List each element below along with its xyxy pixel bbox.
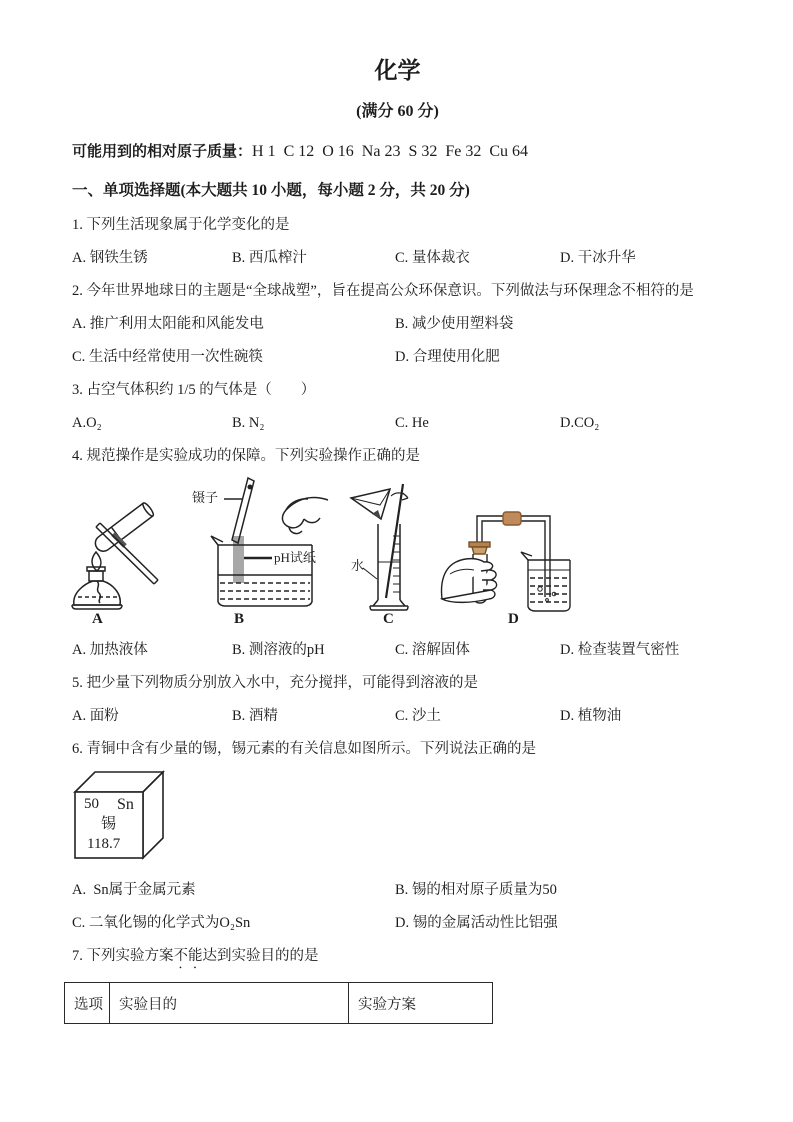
- airtightness-check-diagram: [440, 504, 602, 627]
- element-mass: 118.7: [87, 836, 121, 852]
- q4-figure-c-dissolving-solid: [345, 472, 440, 627]
- q1-stem: 1. 下列生活现象属于化学变化的是: [72, 217, 290, 233]
- q2-options-row1: [72, 314, 723, 334]
- q1-option-a: A. 钢铁生锈: [72, 250, 148, 266]
- q5-options: [72, 706, 723, 726]
- q4-option-d: D. 检查装置气密性: [560, 642, 680, 658]
- q4-option-a: A. 加热液体: [72, 642, 148, 658]
- q6-option-b: B. 锡的相对原子质量为50: [395, 882, 557, 898]
- atomic-mass-label: 可能用到的相对原子质量：: [72, 144, 253, 160]
- q6-options-row1: [72, 880, 723, 900]
- q2-option-c: C. 生活中经常使用一次性碗筷: [72, 349, 263, 365]
- q4-figure-a-label: A: [92, 611, 103, 627]
- q4-figure-d-airtightness-check: [440, 504, 602, 627]
- q6-option-c: C. 二氧化锡的化学式为O₂Sn: [72, 915, 251, 931]
- q7-header-option: 选项: [65, 983, 110, 1024]
- q1-options: [72, 248, 723, 268]
- q5-option-a: A. 面粉: [72, 708, 119, 724]
- q3-option-a: A.O₂: [72, 415, 102, 431]
- q7-stem-prefix: 7. 下列实验方案: [72, 948, 174, 964]
- q4-option-b: B. 测溶液的pH: [232, 642, 325, 658]
- q6-option-a: A. Sn属于金属元素: [72, 882, 196, 898]
- element-atomic-number: 50: [84, 796, 99, 812]
- q1-option-b: B. 西瓜榨汁: [232, 250, 307, 266]
- q5-stem: 5. 把少量下列物质分别放入水中，充分搅拌，可能得到溶液的是: [72, 675, 478, 691]
- section-heading: 一、单项选择题(本大题共 10 小题，每小题 2 分，共 20 分): [72, 182, 470, 199]
- q1-option-c: C. 量体裁衣: [395, 250, 470, 266]
- q3-option-d: D.CO₂: [560, 415, 600, 431]
- q7-stem: [72, 946, 723, 972]
- q4-figure-b-label: B: [234, 611, 245, 627]
- q6-options-row2: [72, 913, 723, 933]
- q7-header-purpose: 实验目的: [110, 983, 349, 1024]
- q2-option-b: B. 减少使用塑料袋: [395, 316, 514, 332]
- q6-option-d: D. 锡的金属活动性比铝强: [395, 915, 558, 931]
- q3-options: [72, 413, 723, 433]
- element-symbol: Sn: [117, 796, 134, 813]
- q2-option-d: D. 合理使用化肥: [395, 349, 500, 365]
- q2-options-row2: [72, 347, 723, 367]
- q6-stem: 6. 青铜中含有少量的锡，锡元素的有关信息如图所示。下列说法正确的是: [72, 741, 536, 757]
- q7-table-header-row: [65, 983, 493, 1024]
- q4-options: [72, 640, 723, 660]
- q3-option-c: C. He: [395, 415, 429, 431]
- dissolving-solid-diagram: [345, 472, 440, 627]
- tweezers-label: 镊子: [192, 490, 219, 505]
- q2-option-a: A. 推广利用太阳能和风能发电: [72, 316, 264, 332]
- atomic-mass-values: H 1 C 12 O 16 Na 23 S 32 Fe 32 Cu 64: [252, 143, 529, 160]
- page-subtitle: (满分 60 分): [356, 103, 439, 120]
- q1-option-d: D. 干冰升华: [560, 250, 636, 266]
- water-label: 水: [351, 558, 365, 573]
- alcohol-lamp-heating-diagram: [60, 472, 175, 627]
- q5-option-d: D. 植物油: [560, 708, 622, 724]
- q7-stem-emphasis: 不能: [173, 948, 203, 964]
- q4-figure-a-heating-liquid: [60, 472, 175, 627]
- q5-option-b: B. 酒精: [232, 708, 278, 724]
- q4-stem: 4. 规范操作是实验成功的保障。下列实验操作正确的是: [72, 448, 420, 464]
- q4-figures: [72, 472, 723, 627]
- q3-option-b: B. N₂: [232, 415, 265, 431]
- element-name: 锡: [101, 816, 117, 832]
- q3-stem: 3. 占空气体积约 1/5 的气体是（ ）: [72, 382, 316, 398]
- page-title: 化学: [374, 58, 421, 83]
- q4-figure-c-label: C: [383, 611, 394, 627]
- q7-table: [64, 982, 493, 1024]
- q4-option-c: C. 溶解固体: [395, 642, 470, 658]
- q7-stem-suffix: 达到实验目的的是: [202, 948, 319, 964]
- q7-header-plan: 实验方案: [349, 983, 493, 1024]
- q6-element-figure: [72, 767, 172, 867]
- q4-figure-b-ph-test: [190, 472, 330, 627]
- ph-paper-label: pH试纸: [274, 550, 316, 565]
- q2-stem: 2. 今年世界地球日的主题是“全球战塑”，旨在提高公众环保意识。下列做法与环保理念不相符的是: [72, 283, 694, 299]
- q5-option-c: C. 沙土: [395, 708, 441, 724]
- q4-figure-d-label: D: [508, 611, 519, 627]
- atomic-mass-line: [72, 140, 723, 164]
